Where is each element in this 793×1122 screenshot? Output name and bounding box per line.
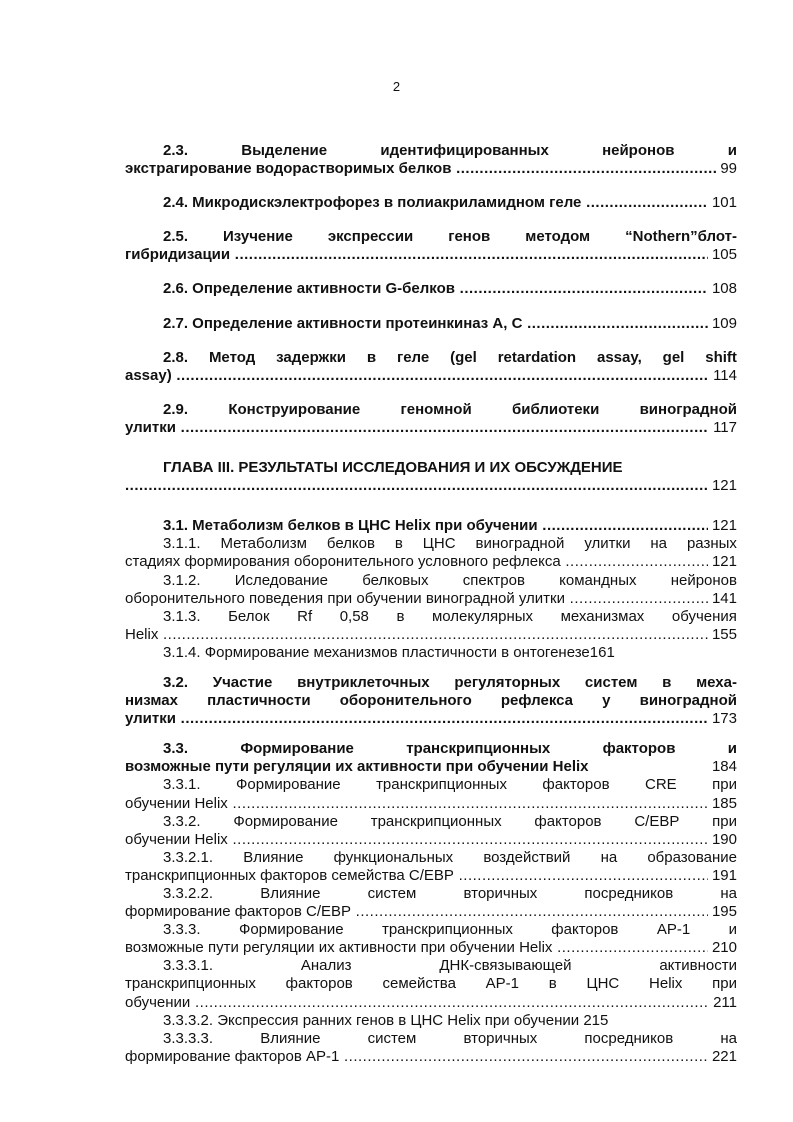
toc-entry-title: формирование факторов АР-1 ..... <box>125 1048 708 1066</box>
toc-entry-title: 2.4. Микродискэлектрофорез в полиакриламидном геле ..... <box>163 194 708 212</box>
toc-entry-2-7[interactable] <box>125 315 737 333</box>
toc-entry-title: улитки ..... <box>125 419 709 437</box>
toc-word: факторов <box>534 812 602 830</box>
toc-line <box>125 572 737 590</box>
toc-entry-title: 3.3.3.2. Экспрессия ранних генов в ЦНС Helix при обучении <box>163 1011 580 1029</box>
toc-word: геномной <box>400 400 472 418</box>
toc-entry-2-5[interactable] <box>125 228 737 264</box>
toc-word: у <box>602 692 611 710</box>
toc-line <box>125 921 737 939</box>
toc-word: Метаболизм <box>220 535 307 553</box>
toc-word: функциональных <box>333 848 454 866</box>
toc-entry-title: транскрипционных факторов семейства С/ЕВР ..... <box>125 867 708 885</box>
toc-leader <box>125 477 708 495</box>
toc-line <box>125 975 737 993</box>
toc-line <box>125 885 737 903</box>
toc-word: shift <box>705 348 737 366</box>
toc-word: механизмах <box>560 607 645 625</box>
toc-word: обучения <box>671 607 737 625</box>
toc-word: 0,58 <box>339 607 369 625</box>
toc-word: в <box>396 607 405 625</box>
toc-word: 3.3.2. <box>163 812 201 830</box>
toc-word: факторов <box>602 740 676 758</box>
toc-section-3-1[interactable] <box>125 517 737 662</box>
toc-word: нейронов <box>602 142 675 159</box>
toc-page-number: 185 <box>711 794 737 812</box>
toc-page-number: 121 <box>711 517 737 535</box>
chapter-title: ГЛАВА III. РЕЗУЛЬТАТЫ ИССЛЕДОВАНИЯ И ИХ ОБСУЖДЕНИЕ <box>163 459 623 477</box>
toc-word: Участие <box>212 673 273 691</box>
toc-entry-2-9[interactable] <box>125 401 737 437</box>
toc-word: геле <box>396 348 430 366</box>
toc-word: Выделение <box>241 142 328 159</box>
toc-line <box>125 813 737 831</box>
toc-line <box>125 692 737 710</box>
toc-word: в <box>394 535 403 553</box>
toc-line <box>125 849 737 867</box>
toc-page-number: 117 <box>713 418 737 436</box>
toc-word: assay, <box>596 348 642 366</box>
toc-word: посредников <box>584 1029 674 1047</box>
toc-word: семейства <box>382 975 456 993</box>
toc-word: факторов <box>551 921 619 939</box>
toc-entry-title: 3.1.4. Формирование механизмов пластичности в онтогенезе <box>163 643 590 661</box>
toc-entry-title: формирование факторов С/ЕВР ..... <box>125 903 708 921</box>
toc-word: вторичных <box>463 1029 538 1047</box>
toc-entry-title: улитки ..... <box>125 710 708 728</box>
toc-word: 3.1.1. <box>163 535 201 553</box>
toc-word: Формирование <box>238 921 344 939</box>
toc-word: идентифицированных <box>380 142 549 159</box>
toc-word: retardation <box>497 348 577 366</box>
toc-word: Конструирование <box>228 400 361 418</box>
toc-page-number: 191 <box>711 866 737 884</box>
toc-word: систем <box>584 673 638 691</box>
toc-word: транскрипционных <box>376 776 507 794</box>
toc-entry-2-3[interactable] <box>125 142 737 178</box>
toc-page-number: 141 <box>711 589 737 607</box>
toc-line <box>125 1030 737 1048</box>
toc-word: Влияние <box>260 1029 321 1047</box>
toc-entry-title: Helix ..... <box>125 626 708 644</box>
toc-page-number: 105 <box>711 246 737 264</box>
toc-word: в <box>548 975 557 993</box>
toc-page-number: 211 <box>713 993 737 1011</box>
toc-word: ДНК-связывающей <box>439 957 572 975</box>
toc-word: Формирование <box>240 740 354 758</box>
toc-word: транскрипционных <box>370 812 502 830</box>
toc-word: виноградной <box>639 692 737 710</box>
toc-entry-title: возможные пути регуляции их активности при обучении Helix ..... <box>125 939 708 957</box>
toc-word: задержки <box>276 348 346 366</box>
toc-entry-2-6[interactable] <box>125 280 737 298</box>
toc-word: в <box>662 673 672 691</box>
toc-word: улитки <box>584 535 631 553</box>
toc-word: Белок <box>228 607 270 625</box>
toc-word: белков <box>326 535 375 553</box>
toc-word: транскрипционных <box>381 921 513 939</box>
toc-entry-title: assay) ..... <box>125 367 709 385</box>
toc-page-number: 190 <box>711 830 737 848</box>
toc-word: 3.3. <box>163 740 189 758</box>
toc-word: С/ЕВР <box>634 812 680 830</box>
toc-entry-title: 2.7. Определение активности протеинкиназ А, С ..... <box>163 315 708 333</box>
toc-word: разных <box>686 535 737 553</box>
toc-line <box>125 142 737 160</box>
toc-word: 3.3.3. <box>163 921 201 939</box>
toc-word: посредников <box>584 885 674 902</box>
toc-word: на <box>650 535 668 553</box>
toc-word: Изучение <box>222 228 293 246</box>
toc-word: Формирование <box>235 776 341 794</box>
toc-word: Влияние <box>243 848 304 866</box>
toc-entry-title: экстрагирование водорастворимых белков ..... <box>125 160 716 178</box>
toc-word: белковых <box>362 571 429 589</box>
toc-section-3-3[interactable] <box>125 740 737 1066</box>
toc-word: систем <box>367 885 417 902</box>
toc-word: рефлекса <box>500 692 573 710</box>
toc-entry-title: оборонительного поведения при обучении виноградной улитки ..... <box>125 590 708 608</box>
toc-line <box>125 535 737 553</box>
toc-word: 2.3. <box>163 142 189 159</box>
toc-word: ЦНС <box>422 535 456 553</box>
toc-word: экспрессии <box>327 228 414 246</box>
toc-page-number: 210 <box>711 939 737 957</box>
toc-word: пластичности <box>207 692 311 710</box>
toc-line <box>125 349 737 367</box>
toc-word: спектров <box>462 571 525 589</box>
toc-word: (gel <box>450 348 477 366</box>
toc-entry-title: стадиях формирования оборонительного условного рефлекса ..... <box>125 553 708 571</box>
toc-word: виноградной <box>475 535 565 553</box>
toc-word: 3.3.1. <box>163 776 201 794</box>
toc-page-number: 221 <box>711 1047 737 1065</box>
toc-word: образование <box>647 848 737 866</box>
toc-word: АР-1 <box>485 975 520 993</box>
toc-word: при <box>712 776 737 794</box>
toc-word: и <box>727 142 737 159</box>
toc-page-number: 99 <box>720 160 737 178</box>
toc-word: 2.5. <box>163 228 189 246</box>
toc-line <box>125 401 737 419</box>
toc-word: и <box>727 740 737 758</box>
toc-word: в <box>366 348 377 366</box>
toc-word: генов <box>448 228 491 246</box>
toc-word: Влияние <box>260 885 321 902</box>
toc-word: на <box>720 885 737 902</box>
toc-word: и <box>728 921 737 939</box>
page-number: 2 <box>392 79 401 94</box>
toc-word: оборонительного <box>339 692 472 710</box>
toc-entry-title: обучении ..... <box>125 994 709 1012</box>
toc-word: АР-1 <box>656 921 691 939</box>
toc-word: CRE <box>645 776 677 794</box>
toc-page-number: 161 <box>589 643 615 661</box>
toc-word: Rf <box>297 607 313 625</box>
toc-word: нейронов <box>670 571 737 589</box>
toc-line <box>125 776 737 794</box>
toc-word: регуляторных <box>454 673 561 691</box>
toc-word: вторичных <box>463 885 538 902</box>
toc-word: Метод <box>208 348 256 366</box>
toc-word: низмах <box>125 692 178 710</box>
toc-entry-2-4[interactable] <box>125 194 737 212</box>
toc-entry-title: гибридизации ..... <box>125 246 708 264</box>
toc-line <box>125 740 737 758</box>
toc-entry-title: возможные пути регуляции их активности при обучении Helix <box>125 758 589 776</box>
toc-section-3-2[interactable] <box>125 674 737 728</box>
toc-word: меха- <box>696 673 737 691</box>
toc-word: 2.8. <box>163 348 189 366</box>
toc-page-number: 195 <box>711 903 737 921</box>
toc-word: командных <box>559 571 637 589</box>
toc-page-number: 184 <box>711 758 737 776</box>
toc-page-number: 215 <box>583 1011 609 1029</box>
toc-word: ЦНС <box>586 975 620 993</box>
table-of-contents <box>125 142 737 1066</box>
toc-word: виноградной <box>639 400 737 418</box>
toc-line <box>125 228 737 246</box>
toc-word: “Nothern”блот- <box>625 228 737 246</box>
toc-page-number: 101 <box>711 194 737 212</box>
toc-entry-3-3-3-2 <box>125 1012 737 1030</box>
toc-word: при <box>712 975 737 993</box>
toc-entry-title: 2.6. Определение активности G-белков ..... <box>163 280 708 298</box>
toc-word: при <box>712 812 737 830</box>
toc-entry-title: обучении Helix ..... <box>125 795 708 813</box>
toc-word: Формирование <box>233 812 338 830</box>
toc-word: 3.3.3.3. <box>163 1029 214 1047</box>
toc-word: Helix <box>649 975 683 993</box>
toc-page-number: 121 <box>711 477 737 495</box>
toc-word: 2.9. <box>163 400 189 418</box>
toc-word: факторов <box>542 776 610 794</box>
toc-word: активности <box>659 957 737 975</box>
toc-word: 3.1.3. <box>163 607 201 625</box>
toc-entry-3-1-4 <box>125 644 737 662</box>
toc-word: транскрипционных <box>406 740 551 758</box>
toc-word: 3.3.3.1. <box>163 957 214 975</box>
toc-word: внутриклеточных <box>297 673 430 691</box>
toc-page-number: 109 <box>711 314 737 332</box>
toc-line <box>125 674 737 692</box>
toc-word: gel <box>662 348 685 366</box>
toc-word: методом <box>525 228 591 246</box>
toc-page-number: 114 <box>713 366 737 384</box>
toc-word: воздействий <box>483 848 571 866</box>
toc-word: 3.3.2.1. <box>163 848 214 866</box>
toc-entry-title: обучении Helix ..... <box>125 831 708 849</box>
toc-word: молекулярных <box>431 607 534 625</box>
toc-page-number: 173 <box>711 710 737 728</box>
toc-word: 3.2. <box>163 673 189 691</box>
toc-word: на <box>720 1029 737 1047</box>
toc-word: на <box>600 848 618 866</box>
toc-word: факторов <box>285 975 353 993</box>
toc-word: транскрипционных <box>125 975 256 993</box>
toc-word: систем <box>367 1029 417 1047</box>
toc-word: Иследование <box>234 571 329 589</box>
toc-page-number: 155 <box>711 625 737 643</box>
toc-page-number: 108 <box>711 280 737 298</box>
toc-word: Анализ <box>300 957 352 975</box>
toc-word: 3.1.2. <box>163 571 201 589</box>
toc-line <box>125 957 737 975</box>
toc-entry-2-8[interactable] <box>125 349 737 385</box>
toc-line <box>125 608 737 626</box>
toc-word: 3.3.2.2. <box>163 885 214 902</box>
toc-word: библиотеки <box>511 400 600 418</box>
toc-chapter-3[interactable] <box>125 459 737 495</box>
toc-page-number: 121 <box>711 553 737 571</box>
toc-entry-title: 3.1. Метаболизм белков в ЦНС Helix при обучении ..... <box>163 517 708 535</box>
